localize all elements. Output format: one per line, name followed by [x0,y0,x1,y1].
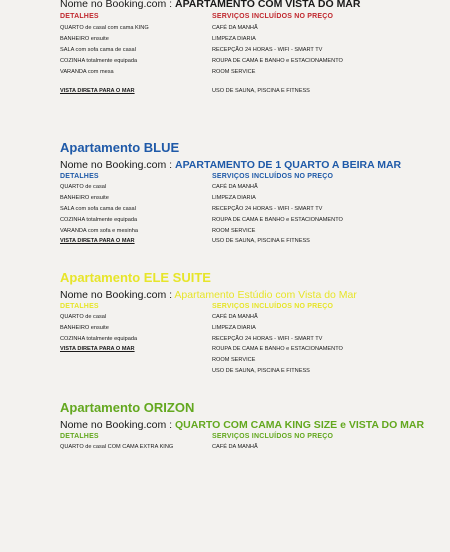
apartment-title: Apartamento BLUE [60,140,180,155]
detail-item: BANHEIRO ensuite [60,325,109,331]
apartment-section-1 [60,0,445,131]
service-item: RECEPÇÃO 24 HORAS - WIFI - SMART TV [212,336,323,342]
booking-name: QUARTO COM CAMA KING SIZE e VISTA DO MAR [174,419,425,431]
service-item: LIMPEZA DIARIA [212,36,256,42]
service-item: CAFÉ DA MANHÃ [212,184,258,190]
detail-item-sea-view: VISTA DIRETA PARA O MAR [60,346,135,352]
booking-name-line [60,159,445,172]
section-columns [60,11,445,131]
service-item: LIMPEZA DIARIA [212,195,256,201]
details-header: DETALHES [60,13,99,20]
booking-name-line [60,0,445,11]
service-item: USO DE SAUNA, PISCINA E FITNESS [212,88,310,94]
detail-item: SALA com sofa cama de casal [60,47,136,53]
service-item: ROUPA DE CAMA E BANHO e ESTACIONAMENTO [212,217,343,223]
service-item: ROOM SERVICE [212,228,256,234]
service-item: ROOM SERVICE [212,69,256,75]
detail-item: QUARTO de casal COM CAMA EXTRA KING [60,444,174,450]
details-header: DETALHES [60,433,99,440]
apartment-title: Apartamento ORIZON [60,400,195,415]
service-item: ROOM SERVICE [212,357,256,363]
service-item: USO DE SAUNA, PISCINA E FITNESS [212,238,310,244]
detail-item: SALA com sofa cama de casal [60,206,136,212]
service-item: CAFÉ DA MANHÃ [212,25,258,31]
services-header: SERVIÇOS INCLUÍDOS NO PREÇO [212,13,334,20]
booking-prefix: Nome no Booking.com : [60,159,175,171]
service-item: CAFÉ DA MANHÃ [212,314,258,320]
detail-item: COZINHA totalmente equipada [60,217,138,223]
service-item: RECEPÇÃO 24 HORAS - WIFI - SMART TV [212,47,323,53]
booking-name: APARTAMENTO DE 1 QUARTO A BEIRA MAR [174,159,402,171]
services-header: SERVIÇOS INCLUÍDOS NO PREÇO [212,173,334,180]
detail-item: QUARTO de casal [60,184,107,190]
service-item: RECEPÇÃO 24 HORAS - WIFI - SMART TV [212,206,323,212]
section-columns [60,432,445,552]
booking-name-line [60,289,445,302]
detail-item: BANHEIRO ensuite [60,195,109,201]
service-item: ROUPA DE CAMA E BANHO e ESTACIONAMENTO [212,346,343,352]
details-header: DETALHES [60,303,99,310]
detail-item: VARANDA com mesa [60,69,114,75]
booking-prefix: Nome no Booking.com : [60,419,175,431]
service-item: CAFÉ DA MANHÃ [212,444,258,450]
apartment-title: Apartamento ELE SUITE [60,270,211,285]
apartment-section-4 [60,400,445,552]
details-header: DETALHES [60,173,99,180]
booking-prefix: Nome no Booking.com : [60,0,175,10]
detail-item-sea-view: VISTA DIRETA PARA O MAR [60,238,135,244]
detail-item: QUARTO de casal com cama KING [60,25,149,31]
detail-item: BANHEIRO ensuite [60,36,109,42]
booking-prefix: Nome no Booking.com : [60,289,175,301]
service-item: ROUPA DE CAMA E BANHO e ESTACIONAMENTO [212,58,343,64]
booking-name: Apartamento Estúdio com Vista do Mar [174,289,357,301]
detail-item: COZINHA totalmente equipada [60,336,138,342]
services-header: SERVIÇOS INCLUÍDOS NO PREÇO [212,433,334,440]
service-item: USO DE SAUNA, PISCINA E FITNESS [212,368,310,374]
detail-item: QUARTO de casal [60,314,107,320]
detail-item-sea-view: VISTA DIRETA PARA O MAR [60,88,135,94]
detail-item: VARANDA com sofa e mesinha [60,228,138,234]
booking-name: APARTAMENTO COM VISTA DO MAR [174,0,361,10]
service-item: LIMPEZA DIARIA [212,325,256,331]
services-header: SERVIÇOS INCLUÍDOS NO PREÇO [212,303,334,310]
detail-item: COZINHA totalmente equipada [60,58,138,64]
booking-name-line [60,419,445,432]
